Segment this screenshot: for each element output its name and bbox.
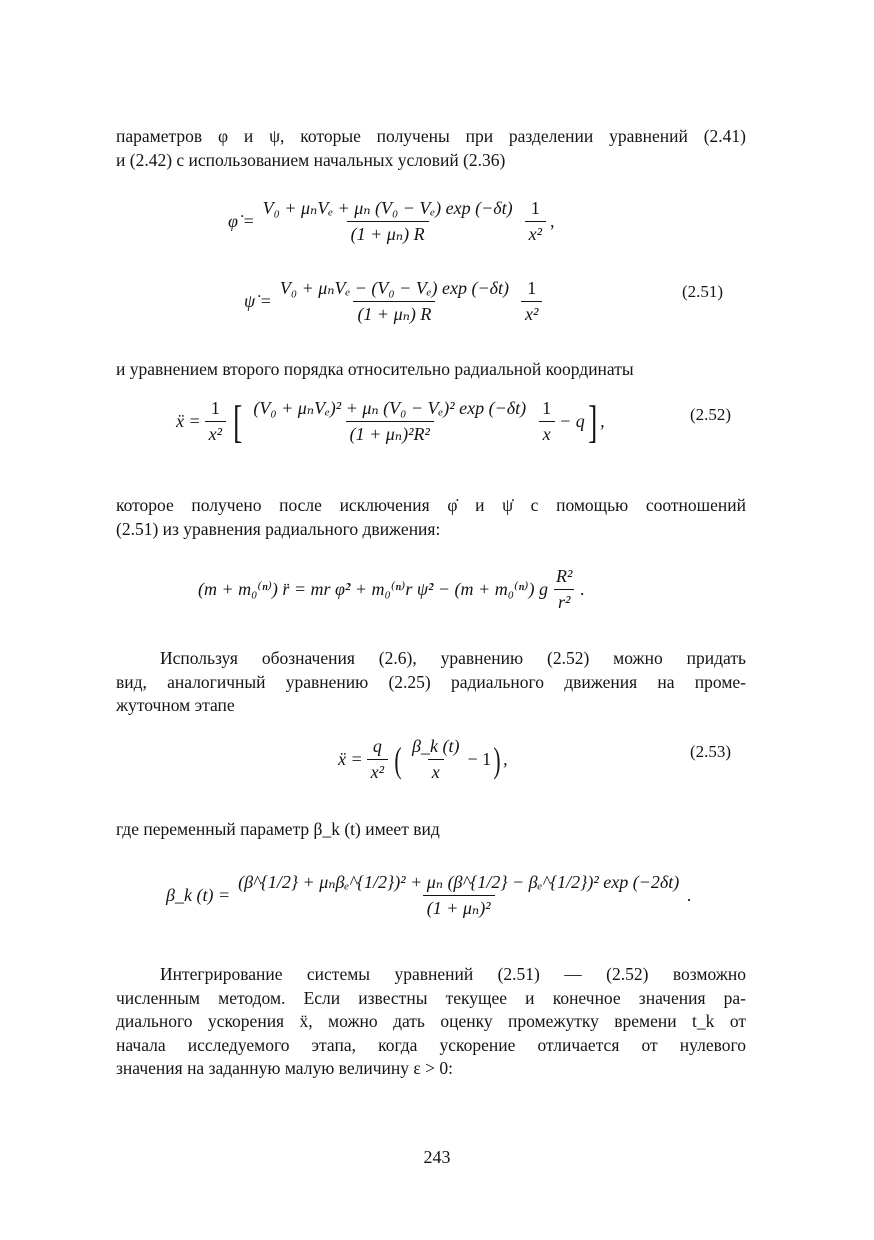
bracket-left: [	[233, 395, 243, 447]
numerator: β_k (t)	[412, 736, 460, 756]
denominator: (1 + μₙ) R	[353, 301, 435, 325]
paragraph-exclusion	[116, 494, 746, 541]
text-line: где переменный параметр β_k (t) имеет вид	[116, 819, 440, 839]
text-line: и уравнением второго порядка относительно радиальной координаты	[116, 359, 634, 379]
equation-radial-motion	[198, 566, 585, 613]
paragraph-intro	[116, 125, 746, 172]
minus-q: − q	[559, 411, 585, 431]
punctuation: ,	[503, 749, 508, 769]
text-line: жуточном этапе	[116, 695, 235, 715]
text-line: и (2.42) с использованием начальных условий (2.36)	[116, 149, 506, 170]
text-line: диального ускорения ẍ, можно дать оценку промежутку времени t_k от	[116, 1011, 746, 1031]
denominator: (1 + μₙ)²R²	[346, 421, 434, 445]
numerator: 1	[210, 398, 220, 418]
numerator: V₀ + μₙVₑ + μₙ (V₀ − Vₑ) exp (−δt)	[262, 198, 513, 218]
numerator: R²	[555, 566, 573, 586]
equation-beta	[166, 872, 692, 919]
fraction	[408, 736, 463, 783]
text-line: параметров φ и ψ, которые получены при разделении уравнений (2.41)	[116, 126, 746, 146]
punctuation: .	[580, 579, 585, 599]
fraction	[249, 398, 530, 445]
bracket-right: ]	[587, 395, 598, 447]
eq-body: (m + m₀⁽ⁿ⁾) r̈ = mr φ̇² + m₀⁽ⁿ⁾r ψ̇² − (m + m₀⁽ⁿ⁾) g	[198, 579, 548, 599]
numerator: (β^{1/2} + μₙβₑ^{1/2})² + μₙ (β^{1/2} − βₑ^{1/2})² exp (−2δt)	[238, 872, 680, 892]
text-line: вид, аналогичный уравнению (2.25) радиального движения на проме-	[116, 671, 746, 692]
equation-phi	[228, 198, 555, 245]
minus-one: − 1	[467, 749, 492, 769]
equation-number: (2.53)	[690, 742, 732, 761]
numerator: V₀ + μₙVₑ − (V₀ − Vₑ) exp (−δt)	[279, 278, 510, 298]
fraction	[552, 566, 576, 613]
numerator: (V₀ + μₙVₑ)² + μₙ (V₀ − Vₑ)² exp (−δt)	[253, 398, 527, 418]
text-line: Интегрирование системы уравнений (2.51) — (2.52) возможно	[160, 964, 746, 984]
equation-number: (2.52)	[690, 405, 732, 424]
numerator: 1	[542, 398, 552, 418]
eq-lhs: φ̇ =	[228, 211, 255, 231]
denominator: x²	[525, 221, 546, 245]
numerator: 1	[527, 278, 537, 298]
fraction	[276, 278, 513, 325]
page-number: 243	[423, 1147, 451, 1167]
denominator: (1 + μₙ) R	[347, 221, 429, 245]
fraction	[259, 198, 517, 245]
numerator: q	[372, 736, 382, 756]
fraction	[205, 398, 226, 445]
fraction	[538, 398, 555, 445]
fraction	[525, 198, 546, 245]
denominator: x	[428, 759, 444, 783]
equation-psi	[244, 278, 546, 325]
punctuation: .	[687, 885, 692, 905]
text-line: (2.51) из уравнения радиального движения:	[116, 518, 441, 539]
paragraph-notation	[116, 647, 746, 718]
paren-left: (	[394, 739, 402, 780]
equation-number: (2.51)	[682, 282, 724, 301]
equation-253	[338, 736, 508, 783]
equation-radial-acceleration	[176, 395, 605, 447]
denominator: x²	[521, 301, 542, 325]
text-line: Используя обозначения (2.6), уравнению (2.52) можно придать	[160, 648, 746, 668]
punctuation: ,	[600, 411, 605, 431]
eq-lhs: ẍ =	[176, 411, 201, 431]
denominator: x²	[205, 421, 226, 445]
fraction	[521, 278, 542, 325]
denominator: r²	[554, 589, 574, 613]
text-line: начала исследуемого этапа, когда ускорение отличается от нулевого	[116, 1034, 746, 1055]
text-line: значения на заданную малую величину ε > 0:	[116, 1058, 453, 1078]
paragraph-integration	[116, 963, 746, 1081]
paren-right: )	[493, 739, 501, 780]
numerator: 1	[530, 198, 540, 218]
fraction	[234, 872, 683, 919]
punctuation: ,	[550, 211, 555, 231]
denominator: (1 + μₙ)²	[423, 895, 495, 919]
text-line: которое получено после исключения φ̇ и ψ̇ с помощью соотношений	[116, 495, 746, 515]
denominator: x²	[367, 759, 388, 783]
fraction	[367, 736, 388, 783]
paragraph-second-order	[116, 358, 746, 382]
denominator: x	[539, 421, 555, 445]
eq-lhs: ψ̇ =	[244, 291, 272, 311]
eq-lhs: β_k (t) =	[166, 885, 231, 905]
eq-lhs: ẍ =	[338, 749, 363, 769]
paragraph-beta-def	[116, 818, 746, 842]
text-line: численным методом. Если известны текущее и конечное значения ра-	[116, 987, 746, 1008]
